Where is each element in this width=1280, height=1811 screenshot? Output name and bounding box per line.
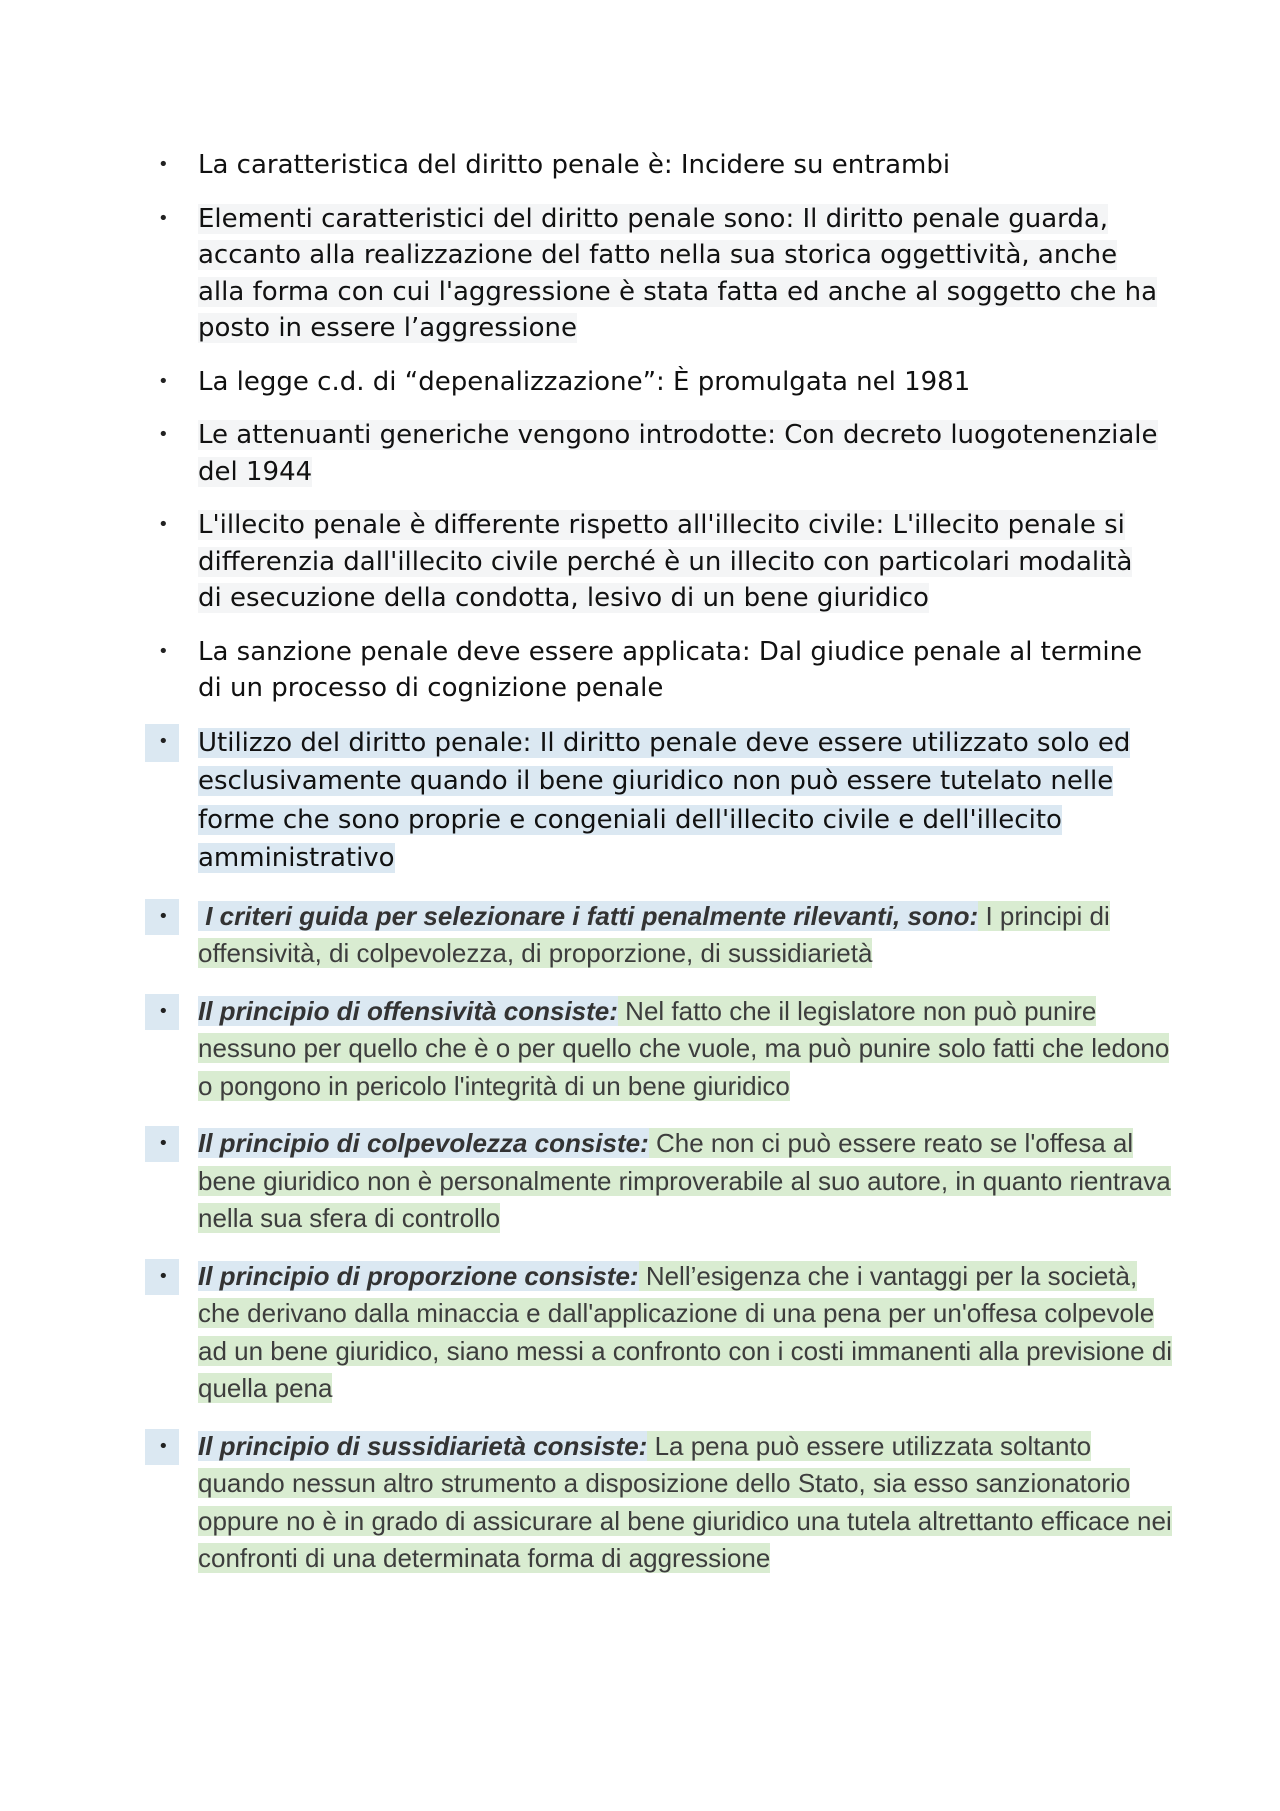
bullet-list bbox=[150, 147, 1173, 1578]
item-text: Nel fatto che il legislatore non può punire nessuno per quello che è o per quello che vuole, ma può punire solo fatti che ledono o pongono in pericolo l'integrità di un bene giuridico bbox=[198, 995, 1170, 1101]
item-text: Che non ci può essere reato se l'offesa al bene giuridico non è personalmente rimproverabile al suo autore, in quanto rientrava nella sua sfera di controllo bbox=[198, 1128, 1171, 1233]
item-label: Il principio di offensività consiste: bbox=[198, 995, 618, 1026]
item-text: Utilizzo del diritto penale: Il diritto penale deve essere utilizzato solo ed esclusivamente quando il bene giuridico non può essere tutelato nelle forme che sono proprie e congeniali dell'illecito civile e dell'illecito amministrativo bbox=[198, 727, 1131, 873]
item-text: Elementi caratteristici del diritto penale sono: Il diritto penale guarda, accanto alla realizzazione del fatto nella sua storica oggettività, anche alla forma con cui l'aggressione è stata fatta ed anche al soggetto che ha posto in essere l’aggressione bbox=[198, 203, 1158, 343]
bullet-icon: • bbox=[158, 154, 169, 175]
item-text: La sanzione penale deve essere applicata: Dal giudice penale al termine di un processo di cognizione penale bbox=[198, 636, 1143, 703]
item-label: I criteri guida per selezionare i fatti penalmente rilevanti, sono: bbox=[198, 901, 978, 931]
item-text: La pena può essere utilizzata soltanto quando nessun altro strumento a disposizione dello Stato, sia esso sanzionatorio oppure no è in grado di assicurare al bene giuridico una tutela altrettanto efficace nei confronti di una determinata forma di aggressione bbox=[198, 1430, 1172, 1573]
item-label: Il principio di proporzione consiste: bbox=[198, 1260, 639, 1291]
bullet-icon: • bbox=[158, 1000, 169, 1022]
list-item bbox=[150, 1258, 1178, 1408]
item-label: Il principio di sussidiarietà consiste: bbox=[198, 1430, 648, 1461]
bullet-icon: • bbox=[158, 730, 169, 752]
list-item bbox=[150, 417, 1158, 490]
list-item bbox=[150, 1125, 1178, 1238]
item-text: L'illecito penale è differente rispetto all'illecito civile: L'illecito penale si differenzia dall'illecito civile perché è un illecito con particolari modalità di esecuzione della condotta, lesivo di un bene giuridico bbox=[198, 510, 1133, 613]
bullet-icon: • bbox=[158, 905, 169, 927]
bullet-icon: • bbox=[158, 514, 169, 535]
item-text: Le attenuanti generiche vengono introdotte: Con decreto luogotenenziale del 1944 bbox=[198, 420, 1158, 487]
list-item bbox=[150, 364, 1158, 401]
list-item bbox=[150, 634, 1158, 707]
list-item bbox=[150, 507, 1158, 617]
item-text: La legge c.d. di “depenalizzazione”: È promulgata nel 1981 bbox=[198, 366, 971, 397]
bullet-icon: • bbox=[158, 207, 169, 229]
bullet-icon: • bbox=[158, 370, 169, 392]
bullet-icon: • bbox=[158, 1133, 169, 1154]
list-item bbox=[150, 1428, 1178, 1578]
item-label: Il principio di colpevolezza consiste: bbox=[198, 1128, 649, 1158]
list-item bbox=[150, 898, 1178, 973]
bullet-icon: • bbox=[158, 1435, 169, 1457]
bullet-icon: • bbox=[158, 1265, 169, 1287]
list-item bbox=[150, 201, 1158, 347]
list-item bbox=[150, 724, 1158, 878]
list-item bbox=[150, 147, 1158, 184]
item-text: I principi di offensività, di colpevolezza, di proporzione, di sussidiarietà bbox=[198, 900, 1110, 968]
item-text: Nell’esigenza che i vantaggi per la società, che derivano dalla minaccia e dall'applicazione di una pena per un'offesa colpevole ad un bene giuridico, siano messi a confronto con i costi immanenti alla previsione di quella pena bbox=[198, 1260, 1173, 1403]
list-item bbox=[150, 993, 1178, 1106]
item-text: La caratteristica del diritto penale è: Incidere su entrambi bbox=[198, 150, 951, 180]
bullet-icon: • bbox=[158, 640, 169, 662]
bullet-icon: • bbox=[158, 424, 169, 445]
